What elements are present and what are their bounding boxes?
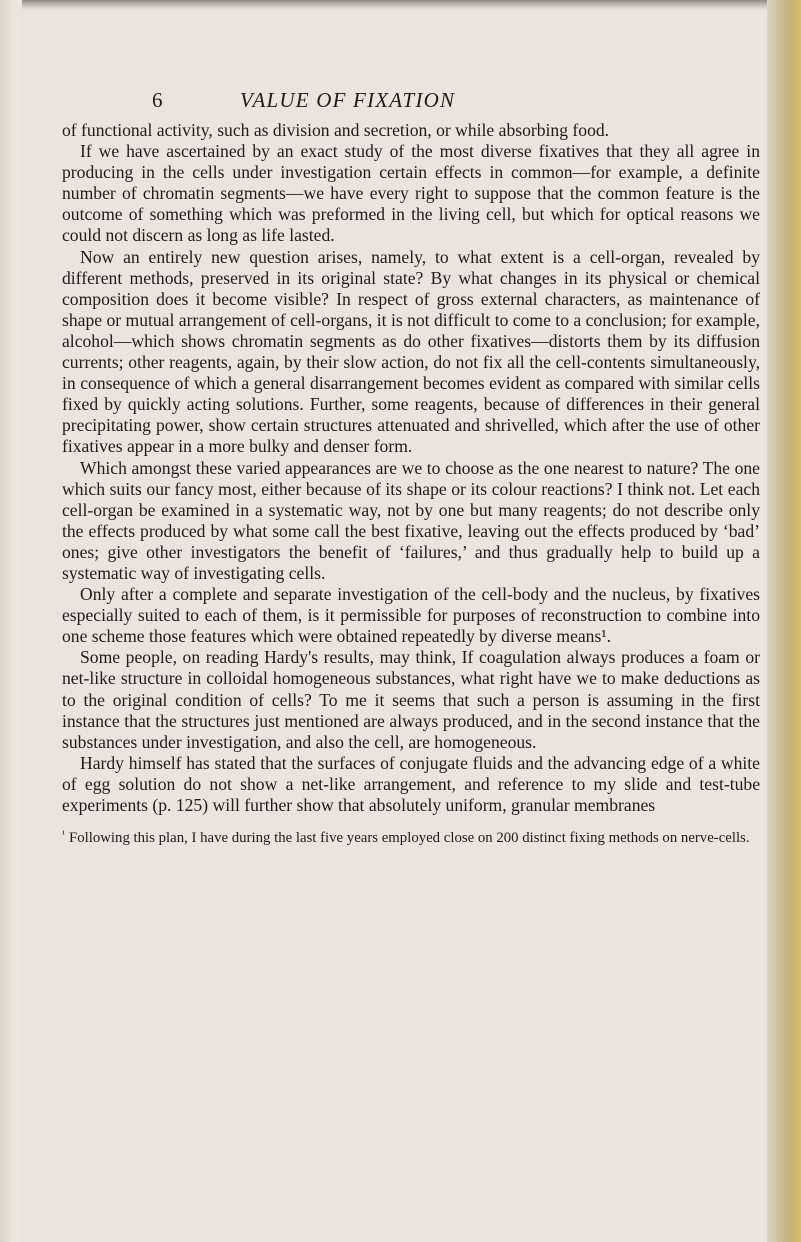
paragraph: Some people, on reading Hardy's results, may think, If coagulation always produces a foam or net-like structure in colloidal homogeneous substances, what right have we to make deductions as to the original condition of cells? To me it seems that such a person is assuming in the first instance that the structures just mentioned are always produced, and in the second instance that the substances under investigation, and also the cell, are homogeneous.: [62, 647, 760, 752]
body-text: [62, 120, 760, 816]
paragraph: Now an entirely new question arises, namely, to what extent is a cell-organ, revealed by different methods, preserved in its original state? By what changes in its physical or chemical composition does it become visible? In respect of gross external characters, as maintenance of shape or mutual arrangement of cell-organs, it is not difficult to come to a conclusion; for example, alcohol—which shows chromatin segments as do other fixatives—distorts them by its diffusion currents; other reagents, again, by their slow action, do not fix all the cell-contents simultaneously, in consequence of which a general disarrangement becomes evident as compared with similar cells fixed by quickly acting solutions. Further, some reagents, because of differences in their general precipitating power, show certain structures attenuated and shrivelled, which after the use of other fixatives appear in a more bulky and denser form.: [62, 246, 761, 457]
paragraph: Hardy himself has stated that the surfaces of conjugate fluids and the advancing edge of a white of egg solution do not show a net-like arrangement, and reference to my slide and test-tube experiments (p. 125) will further show that absolutely uniform, granular membranes: [62, 752, 760, 815]
paragraph: Which amongst these varied appearances are we to choose as the one nearest to nature? The one which suits our fancy most, either because of its shape or its colour reactions? I think not. Let each cell-organ be examined in a systematic way, not by one but many reagents; do not describe only the effects produced by what some call the best fixative, leaving out the effects produced by ‘bad’ ones; give other investigators the benefit of ‘failures,’ and thus gradually help to build up a systematic way of investigating cells.: [62, 457, 760, 583]
running-title: VALUE OF FIXATION: [240, 88, 456, 112]
page-top-shadow: [0, 0, 801, 10]
book-page: [62, 88, 760, 847]
paragraph: If we have ascertained by an exact study of the most diverse fixatives that they all agree in producing in the cells under investigation certain effects in common—for example, a definite number of chromatin segments—we have every right to suppose that the common feature is the outcome of something which was preformed in the living cell, but which for optical reasons we could not discern as long as life lasted.: [62, 141, 760, 246]
page-number: 6: [152, 88, 163, 112]
footnote-body: Following this plan, I have during the last five years employed close on 200 distinct fixing methods on nerve-cells.: [69, 830, 750, 847]
paragraph: of functional activity, such as division and secretion, or while absorbing food.: [62, 120, 610, 140]
binding-gutter: [0, 0, 22, 1242]
footnote-text: [62, 826, 760, 847]
running-head: [62, 88, 760, 114]
paragraph: Only after a complete and separate investigation of the cell-body and the nucleus, by fixatives especially suited to each of them, is it permissible for purposes of reconstruction to combine into one scheme those features which were obtained repeatedly by diverse means¹.: [62, 584, 760, 647]
footnote-mark: ¹: [62, 829, 65, 841]
page-edge-shadow: [767, 0, 801, 1242]
footnote: [62, 826, 760, 847]
